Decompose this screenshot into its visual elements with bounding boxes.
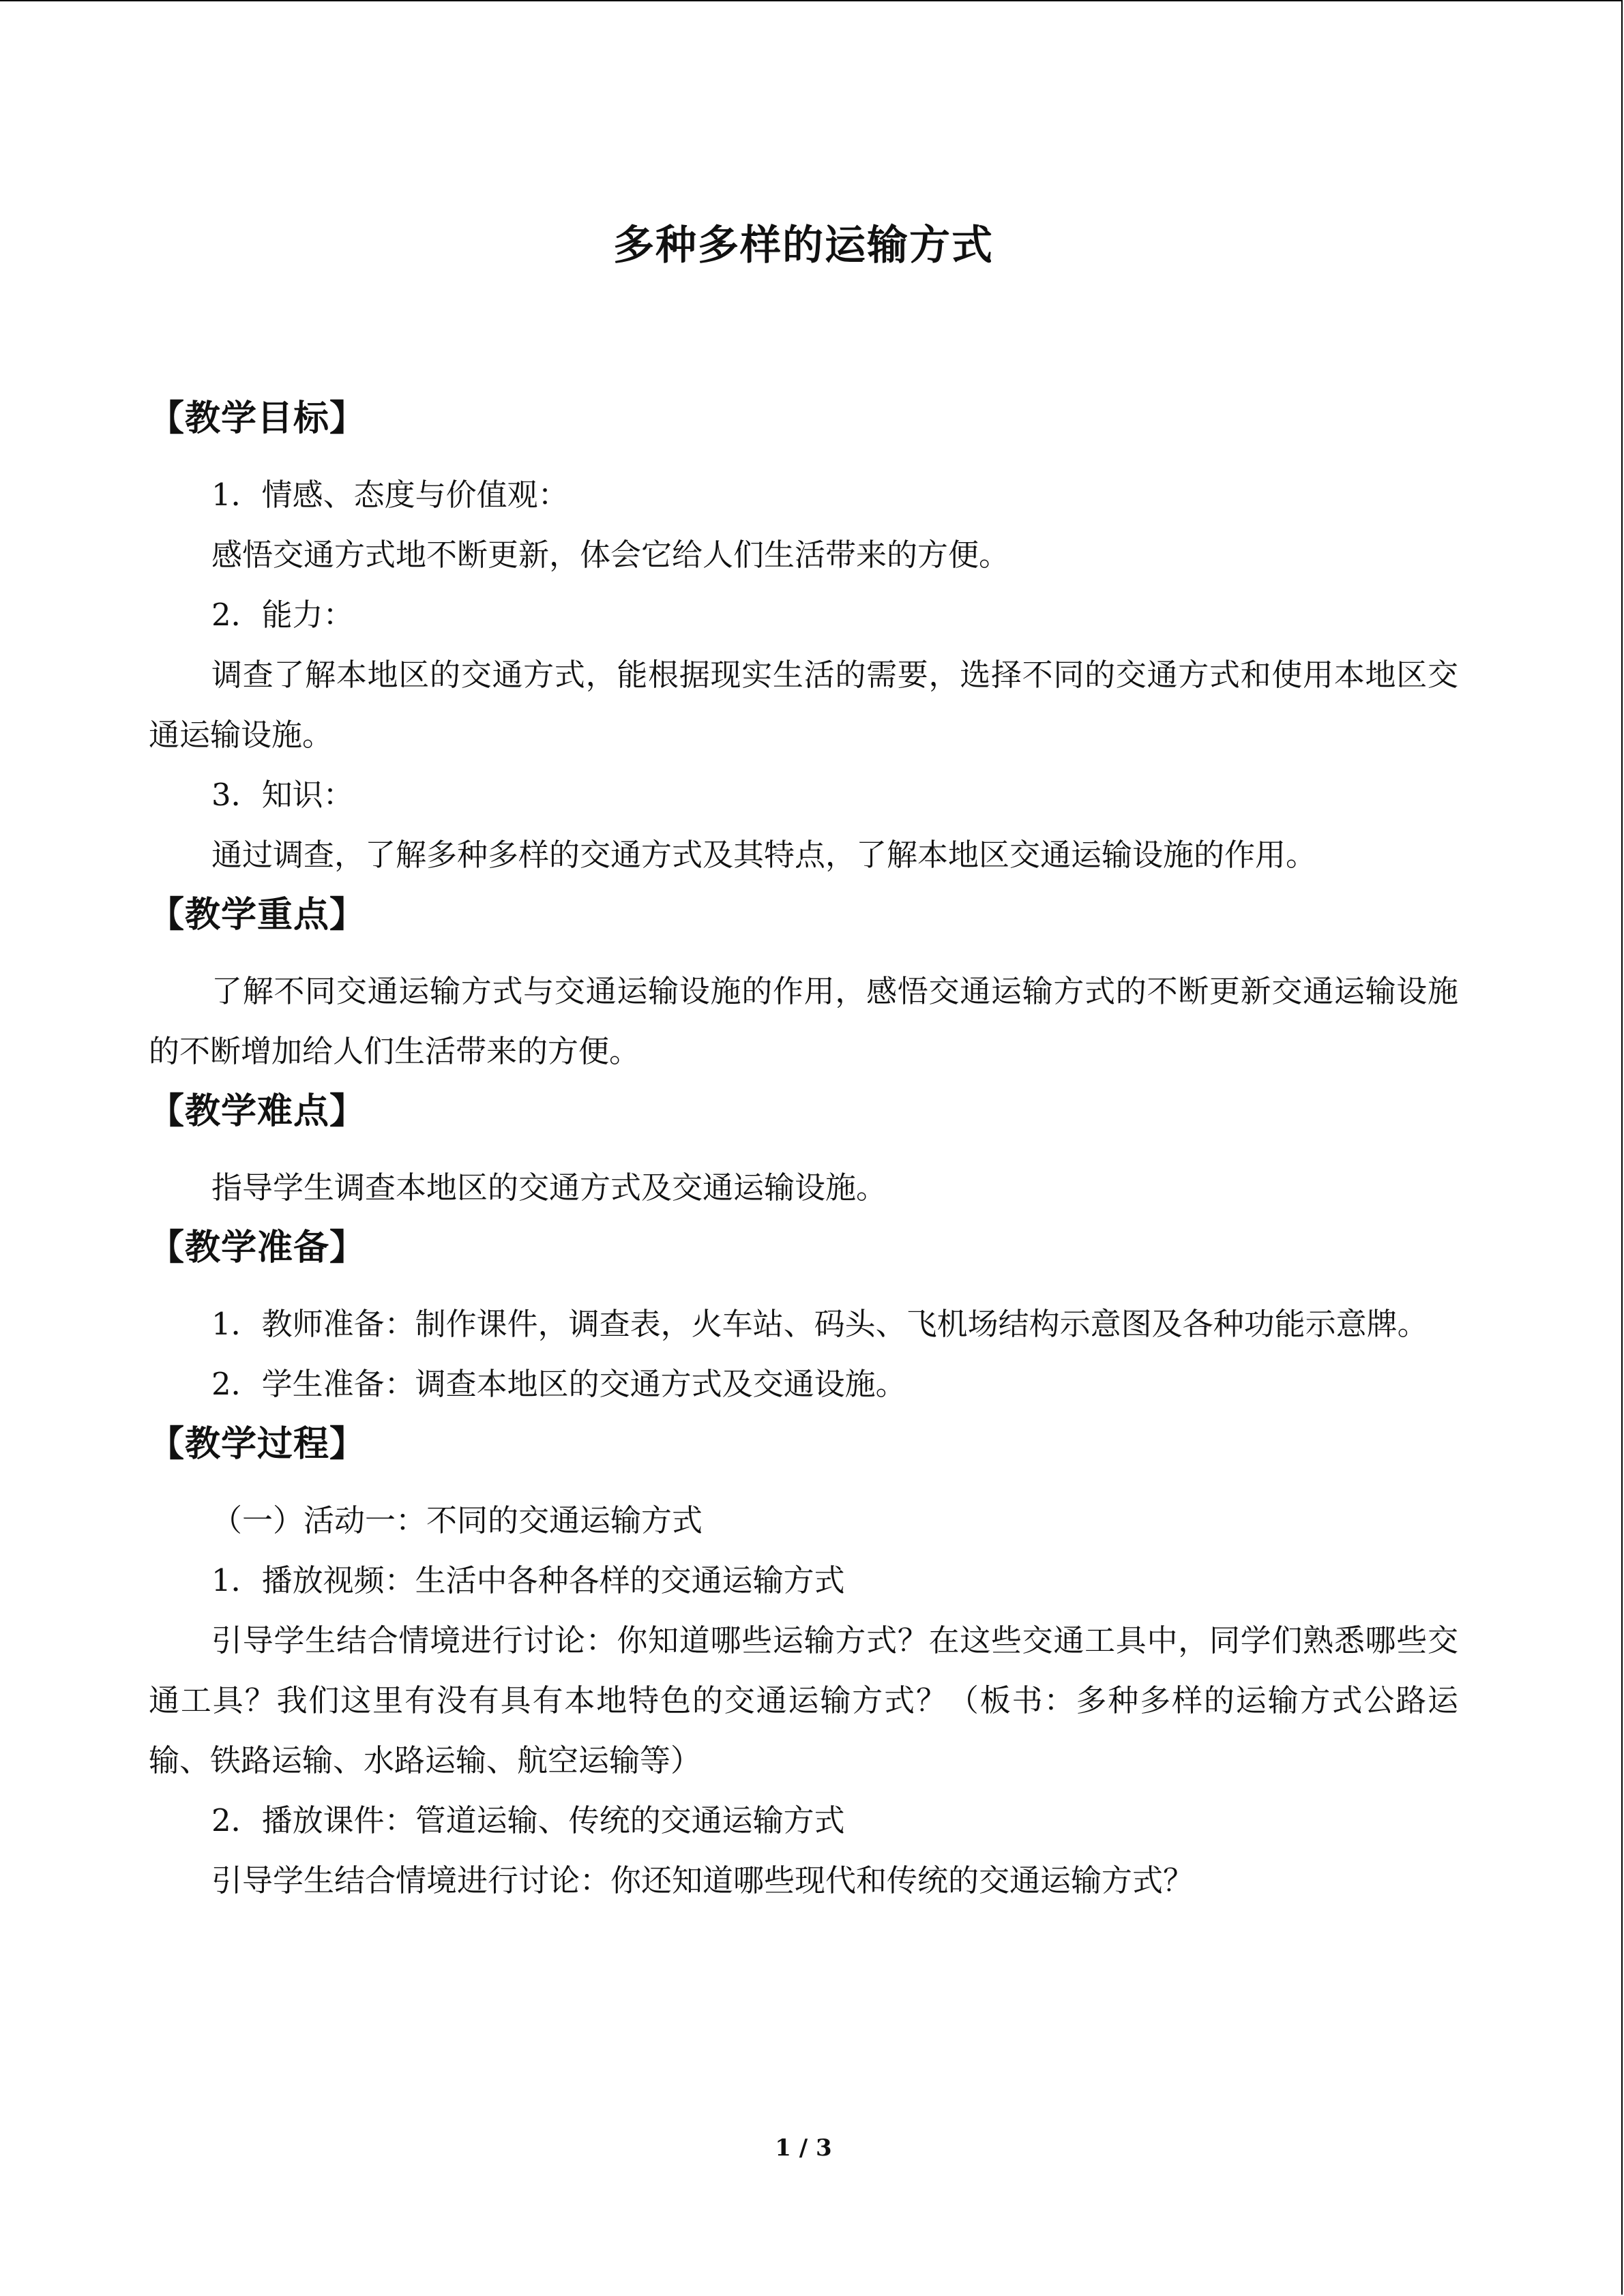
section-heading: 【教学目标】 <box>149 398 366 439</box>
section-objectives <box>149 389 1458 885</box>
paragraph: 指导学生调查本地区的交通方式及交通运输设施。 <box>211 1169 887 1206</box>
section-heading: 【教学过程】 <box>149 1423 366 1465</box>
paragraph: 2．能力： <box>211 597 354 633</box>
paragraph: （一）活动一：不同的交通运输方式 <box>211 1502 703 1538</box>
paragraph: 调查了解本地区的交通方式，能根据现实生活的需要，选择不同的交通方式和使用本地区交通运输设施。 <box>149 657 1458 753</box>
document-body <box>149 389 1458 1911</box>
paragraph: 通过调查，了解多种多样的交通方式及其特点，了解本地区交通运输设施的作用。 <box>211 837 1317 873</box>
page-number: 1 / 3 <box>775 2134 832 2162</box>
paragraph: 1．情感、态度与价值观： <box>211 477 569 513</box>
section-process <box>149 1414 1458 1911</box>
paragraph: 1．教师准备：制作课件，调查表，火车站、码头、飞机场结构示意图及各种功能示意牌。 <box>211 1306 1428 1342</box>
paragraph: 1．播放视频：生活中各种各样的交通运输方式 <box>211 1562 845 1598</box>
document-page <box>149 0 1458 2296</box>
paragraph: 了解不同交通运输方式与交通运输设施的作用，感悟交通运输方式的不断更新交通运输设施的不断增加给人们生活带来的方便。 <box>149 973 1458 1069</box>
paragraph: 感悟交通方式地不断更新，体会它给人们生活带来的方便。 <box>211 537 1010 573</box>
document-title: 多种多样的运输方式 <box>613 222 994 269</box>
section-difficulties <box>149 1082 1458 1218</box>
section-heading: 【教学难点】 <box>149 1090 366 1132</box>
section-heading: 【教学准备】 <box>149 1227 366 1268</box>
section-preparation <box>149 1218 1458 1414</box>
paragraph: 2．播放课件：管道运输、传统的交通运输方式 <box>211 1802 845 1838</box>
paragraph: 3．知识： <box>211 777 354 813</box>
section-heading: 【教学重点】 <box>149 894 366 936</box>
section-key-points <box>149 885 1458 1082</box>
paragraph: 引导学生结合情境进行讨论：你知道哪些运输方式？在这些交通工具中，同学们熟悉哪些交通工具？我们这里有没有具有本地特色的交通运输方式？（板书：多种多样的运输方式公路运输、铁路运输、水路运输、航空运输等） <box>149 1622 1458 1778</box>
paragraph: 2．学生准备：调查本地区的交通方式及交通设施。 <box>211 1366 906 1402</box>
paragraph: 引导学生结合情境进行讨论：你还知道哪些现代和传统的交通运输方式？ <box>211 1862 1194 1898</box>
